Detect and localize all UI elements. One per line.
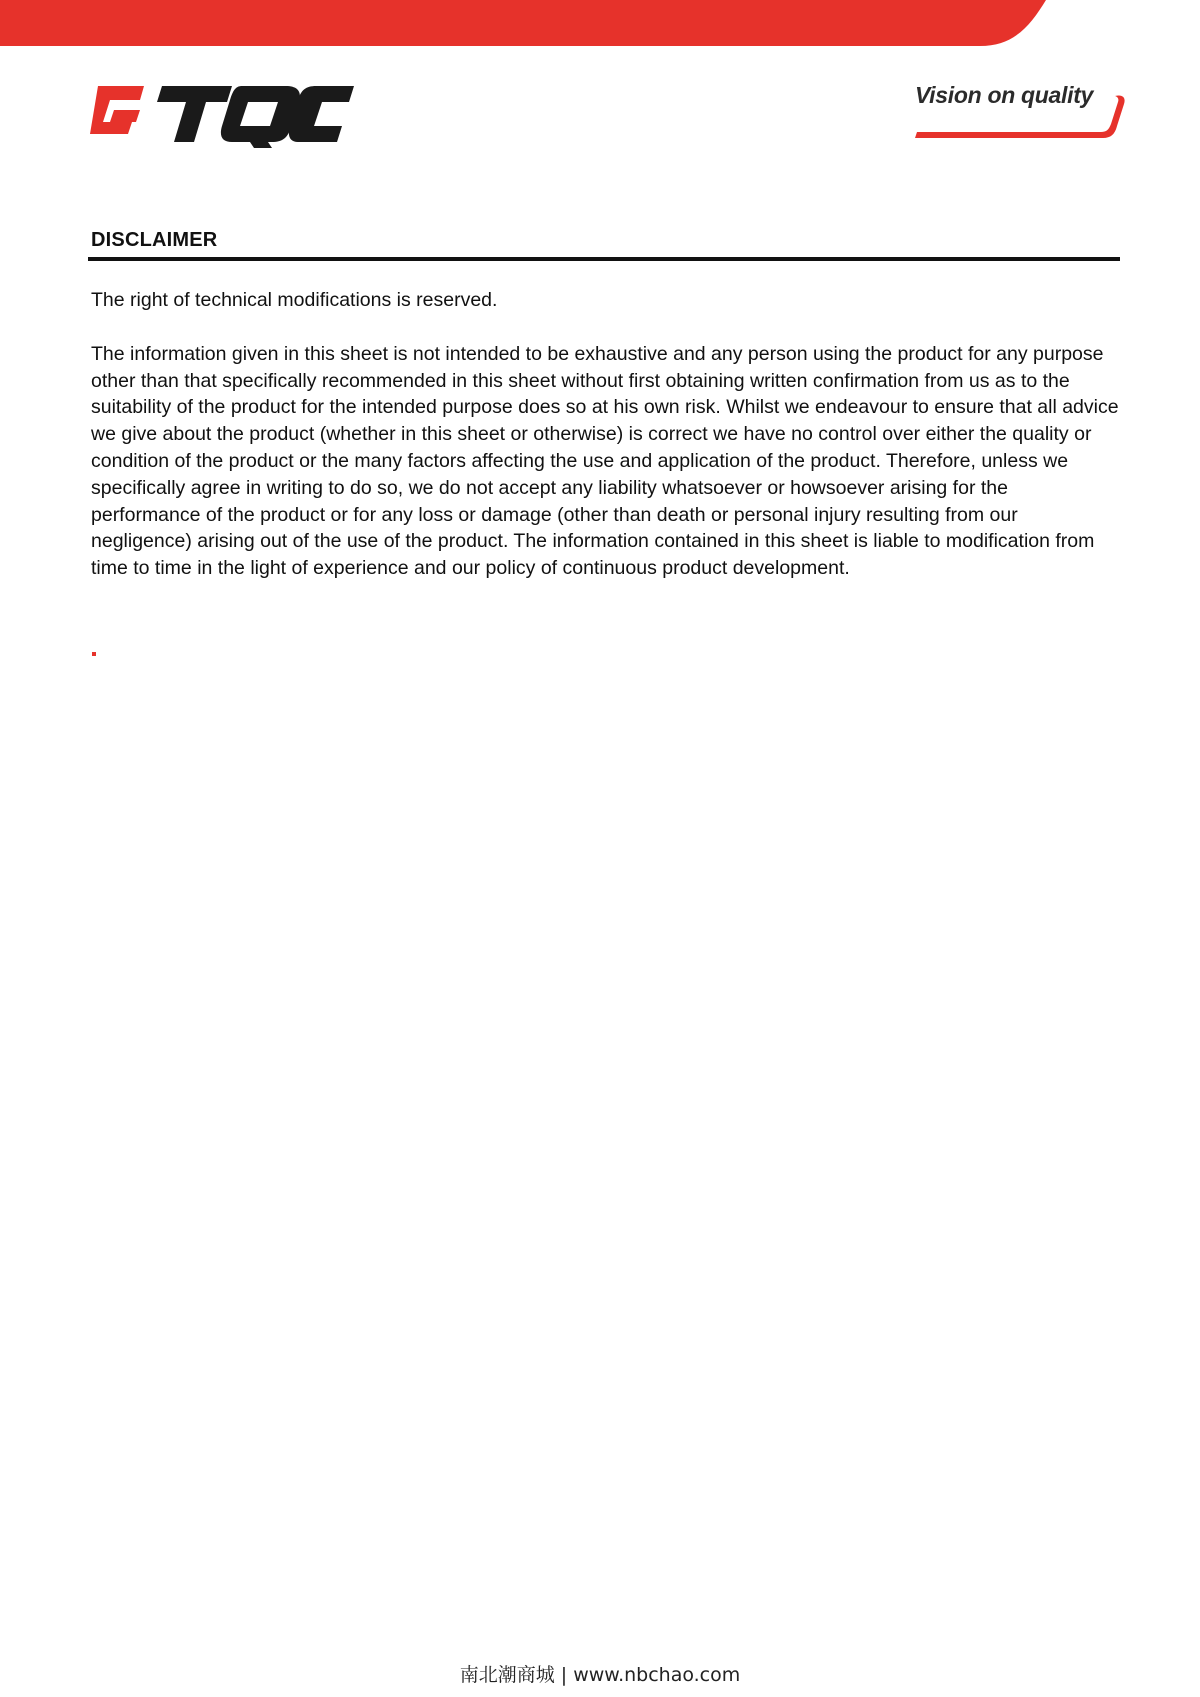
tagline [905, 80, 1127, 148]
heading-rule [88, 257, 1120, 261]
footer-watermark: 南北潮商城 | www.nbchao.com [459, 1664, 741, 1686]
header-red-band [0, 0, 1200, 48]
tqc-logo-icon [84, 80, 354, 148]
red-swoosh-icon [905, 80, 1127, 148]
disclaimer-paragraph: The information given in this sheet is not intended to be exhaustive and any person using the product for any purpose other than that specifically recommended in this sheet without first obtaining written confirmation from us as to the suitability of the product for the intended purpose does so at his own risk. Whilst we endeavour to ensure that all advice we give about the product (whether in this sheet or otherwise) is correct we have no control over either the quality or condition of the product or the many factors affecting the use and application of the product. Therefore, unless we specifically agree in writing to do so, we do not accept any liability whatsoever or howsoever arising for the performance of the product or for any loss or damage (other than death or personal injury resulting from our negligence) arising out of the use of the product. The information contained in this sheet is liable to modification from time to time in the light of experience and our policy of continuous product development. [91, 342, 1119, 580]
tagline-text: Vision on quality [915, 82, 1094, 108]
tqc-logo [84, 80, 354, 148]
section-title: DISCLAIMER [91, 229, 218, 251]
red-dot-marker [92, 652, 96, 656]
header-band-shape [0, 0, 1200, 48]
disclaimer-paragraph: The right of technical modifications is reserved. [91, 289, 498, 311]
disclaimer-body [91, 287, 1121, 609]
